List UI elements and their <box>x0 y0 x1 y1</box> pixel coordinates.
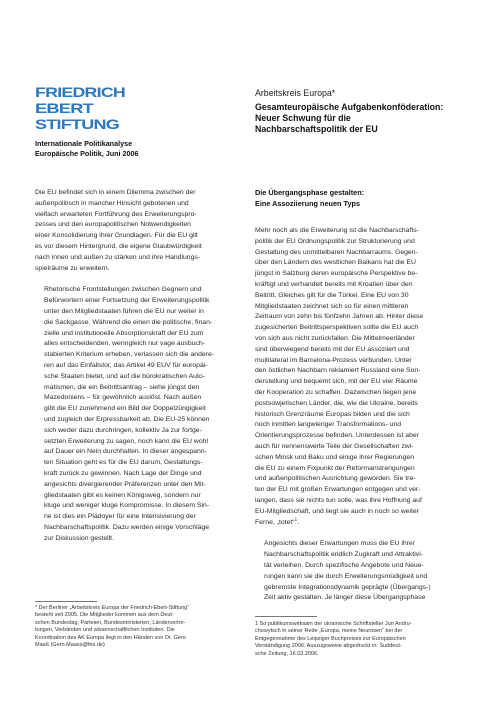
fes-logo-graphic <box>35 83 127 133</box>
text-line: jüngst in Salzburg deren europäische Perspektive be- <box>255 270 418 278</box>
text-line: sich weder dazu durchringen, kollektiv Ja zur fortge- <box>44 426 202 434</box>
text-line: chowytsch in seiner Rede „Europa, meine Neurosen“ bei der <box>255 628 403 635</box>
text-line: der Kooperation zu schaffen. Dazwischen liegen jene <box>255 388 417 396</box>
section-heading <box>255 188 472 209</box>
logo-line-3: STIFTUNG <box>35 116 120 132</box>
text-line: tät verleihen. Durch spezifische Angebote und Neue- <box>264 561 424 569</box>
publication-date: Europäische Politik, Juni 2006 <box>35 148 139 158</box>
text-line: spielräume zu erweitern. <box>35 264 110 272</box>
text-line: schen Bundestag, Parteien, Bundesministerien, Ländervertre- <box>35 619 186 626</box>
text-line: sind überwiegend bereits mit der EU assoziiert und <box>255 345 410 353</box>
text-line: kräftigt und verhandelt bereits mit Kroatien über den <box>255 280 413 288</box>
text-line: besteht seit 2005. Die Mitglieder kommen aus dem Deut- <box>35 612 174 619</box>
heading-line: Die Übergangsphase gestalten: <box>255 188 365 197</box>
logo-line-1: FRIEDRICH <box>35 84 126 100</box>
left-column <box>35 188 231 545</box>
text-line: Befürwortern einer Fortsetzung der Erweiterungspolitik <box>44 297 210 305</box>
text-line: multilateral im Barcelona-Prozess verbunden. Unter <box>255 356 412 364</box>
text-line: nach innen und außen zu stärken und ihre Handlungs- <box>35 253 201 261</box>
text-line: gebremste Integrationsdynamik geprägte (Übergangs-) <box>264 583 431 591</box>
text-line: von sich aus nicht zurückfallen. Die Mittelmeerländer <box>255 334 415 342</box>
text-line: gibt die EU zunehmend ein Bild der Doppelzüngigkeit <box>44 405 206 413</box>
footnote-rule <box>255 616 317 617</box>
text-line: es vor diesem Hintergrund, die eigene Glaubwürdigkeit <box>35 242 202 250</box>
text-line: Orientierungsprozesse befinden. Unterdessen ist aber <box>255 432 419 440</box>
text-line: Die EU befindet sich in einem Dilemma zwischen der <box>35 189 196 196</box>
text-line: stabierten Kriterium erheben, verlassen sich die andere- <box>44 351 215 359</box>
text-line: langen, dass sie nichts tun solle, was ihre Hoffnung auf <box>255 496 422 504</box>
text-line: politik der EU Ordnungspolitik zur Strukturierung und <box>255 237 415 245</box>
body-paragraph <box>255 539 472 604</box>
text-line: Koordination des AK Europa liegt in den Händen von Dr. Gero <box>35 634 186 641</box>
text-line: außenpolitisch in mancher Hinsicht gebotenen und <box>35 199 189 207</box>
text-line: unter den Mitgliedstaaten führen die EU nur weiter in <box>44 307 204 315</box>
text-line: Entgegennahme des Leipziger Buchpreises zur Europäischen <box>255 635 406 642</box>
text-line: vielfach erwarteten Fortführung des Erweiterungspro- <box>35 210 197 218</box>
intro-paragraph <box>35 188 231 274</box>
text-line: auf Dauer ein Nein durchhalten. In dieser angespann- <box>44 448 207 456</box>
text-line: schen Minsk und Baku und einige ihrer Regierungen <box>255 453 415 461</box>
text-line: Mitgliedstaaten zeichnet sich so für einen mittleren <box>255 302 409 310</box>
text-line: postsowjetischen Länder, die, wie die Ukraine, bereits <box>255 399 418 407</box>
title-line: Neuer Schwung für die <box>255 113 351 123</box>
heading-line: Eine Assoziierung neuen Typs <box>255 198 361 208</box>
text-line: Nachbarschaftspolitik. Dazu werden einige Vorschläge <box>44 523 210 531</box>
text-line: kluge und weniger kluge Kompromisse. In diesem Sin- <box>44 502 210 510</box>
text-line: gliedstaaten gibt es keinen Königsweg, sondern nur <box>44 491 201 499</box>
text-line: und zugleich der Erpressbarkeit ab. Die EU-25 können <box>44 415 210 423</box>
document-title <box>255 102 485 135</box>
text-line: Gestaltung des unmittelbaren Nachbarraums. Gegen- <box>255 248 418 256</box>
text-line: angesichts divergierender Präferenzen unter den Mit- <box>44 480 206 488</box>
text-line: matismen, die ein Beitrittsantrag – siehe jüngst den <box>44 383 200 391</box>
text-line: noch inmitten langwieriger Transformations- und <box>255 421 402 429</box>
text-line: die Sackgasse. Während die einen die politische, finan- <box>44 318 213 326</box>
text-line: tungen, Verbänden und wissenschaftlichen Instituten. Die <box>35 627 175 634</box>
text-line: * Der Berliner „Arbeitskreis Europa der Friedrich-Ebert-Stiftung“ <box>35 605 190 611</box>
text-line: den östlichen Nachbarn reklamiert Russland eine Son- <box>255 367 421 375</box>
text-line: über den Ländern des westlichen Balkans hat die EU <box>255 259 416 267</box>
text-line: sche Zeitung, 16.03.2006. <box>255 650 319 657</box>
text-line: alles entscheidenden, wenngleich nur vage ausbuch- <box>44 340 205 348</box>
text-line: derstellung und bequemt sich, mit der EU vier Räume <box>255 378 418 386</box>
logo-line-2: EBERT <box>35 100 95 116</box>
text-line: Maaß (Gero.Maass@fes.de) <box>35 642 105 649</box>
text-line: einer Konsolidierung ihrer Grundlagen. Für die EU gilt <box>35 232 198 240</box>
text-line: Zeitraum von zehn bis fünfzehn Jahren ab. Hinter diese <box>255 313 424 321</box>
text-line: Mehr noch als die Erweiterung ist die Nachbarschafts- <box>255 227 419 234</box>
text-line: Nachbarschaftspolitik endlich Zugkraft und Attraktivi- <box>264 551 423 559</box>
text-line: zur Diskussion gestellt. <box>44 534 114 542</box>
fes-logo <box>35 83 127 133</box>
right-column <box>255 188 472 604</box>
text-line: zugesicherten Beitrittsperspektiven sollte die EU auch <box>255 324 419 332</box>
text-line: Beitritt. Gleiches gilt für die Türkei. Eine EU von 30 <box>255 291 409 299</box>
text-line: Angesichts dieser Erwartungen muss die EU ihrer <box>264 540 416 548</box>
text-line: sche Staaten bietet, und auf die bürokratischen Auto- <box>44 372 205 380</box>
text-line: setzten Erweiterung zu sagen, noch kann die EU wohl <box>44 437 208 445</box>
text-line: rungen kann sie die durch Erweiterungsmüdigkeit und <box>264 572 428 580</box>
text-line: Verständigung 2006. Auszugsweise abgedruckt in: Suddeut- <box>255 643 402 650</box>
title-line: Nachbarschaftspolitik der EU <box>255 124 378 134</box>
text-line: ne ist dies ein Plädoyer für eine Intensivierung der <box>44 513 196 521</box>
title-line: Gesamteuropäische Aufgabenkonföderation: <box>255 102 444 112</box>
text-line: zesses und den europapolitischen Notwendigkeiten <box>35 221 191 229</box>
footnote-right <box>255 621 480 658</box>
text-line: und außenpolitischen Ausrichtung geworden. Sie tre- <box>255 475 416 483</box>
footnote-rule <box>35 601 97 602</box>
text-line: die EU zu einem Fixpunkt der Reformanstrengungen <box>255 464 415 472</box>
text-line: kraft zurück zu gewinnen. Nach Lage der Dinge und <box>44 469 202 477</box>
text-line: Rhetorische Frontstellungen zwischen Gegnern und <box>44 286 202 294</box>
publication-info <box>35 139 225 158</box>
text-line: Mazedoniens – für gewöhnlich auslöst. Nach außen <box>44 394 202 402</box>
text-line: zielle und institutionelle Absorptionskraft der EU zum <box>44 329 204 337</box>
text-line: ten Situation geht es für die EU darum, Gestaltungs- <box>44 459 203 467</box>
text-line: Zeit aktiv gestalten. Je länger diese Übergangsphase <box>264 594 426 602</box>
footnote-left <box>35 605 235 649</box>
publication-series: Internationale Politikanalyse <box>35 139 133 148</box>
body-paragraph <box>35 285 231 544</box>
series-label: Arbeitskreis Europa* <box>255 88 336 98</box>
text-line: 1 So publikumswirksam der ukrainische Schriftsteller Juri Andru- <box>255 621 412 627</box>
text-line: Ferne, „totet“$^1$. <box>255 516 299 526</box>
text-line: historisch Grenzräume Europas bilden und die sich <box>255 410 410 418</box>
footnote-reference[interactable]: 1 <box>294 516 298 522</box>
body-paragraph <box>255 226 472 528</box>
text-line: ren auf das Einfallstor, das Artikel 49 EUV für europäi- <box>44 361 208 369</box>
text-line: EU-Mitgliedschaft, und liegt sie auch in noch so weiter <box>255 507 419 515</box>
text-line: ten der EU mit großen Erwartungen entgegen und ver- <box>255 486 421 494</box>
text-line: auch für nennenswerte Teile der Gesellschaften zwi- <box>255 442 414 450</box>
